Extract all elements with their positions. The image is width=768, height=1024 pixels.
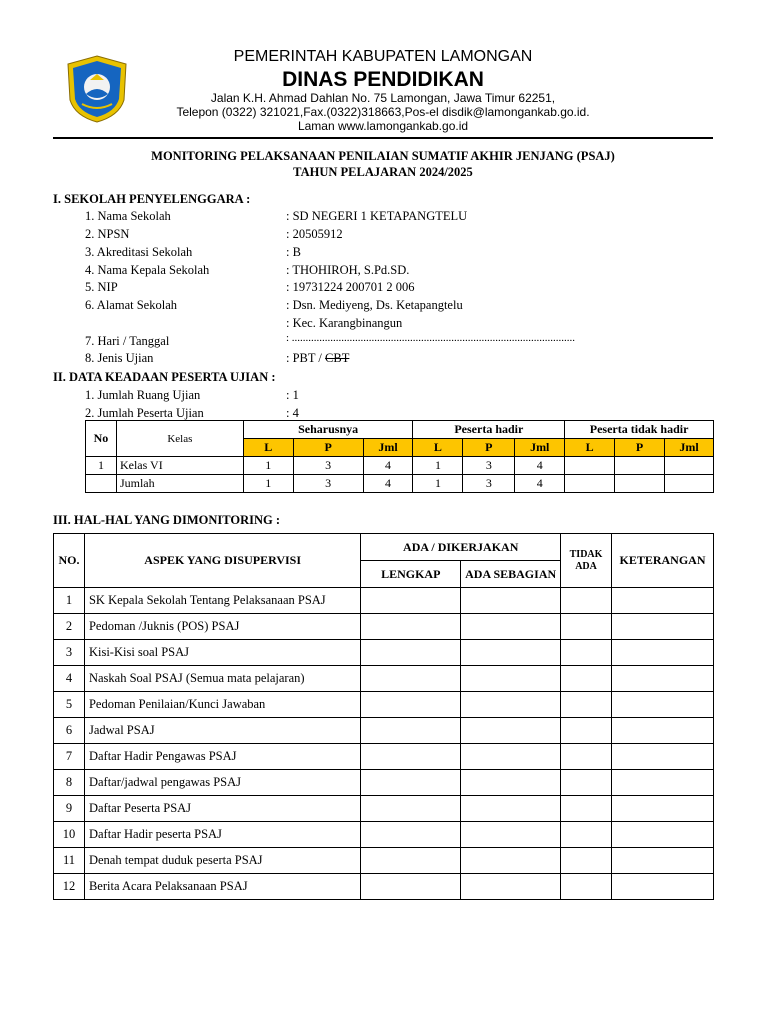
contact-line: Telepon (0322) 321021,Fax.(0322)318663,Pos-el disdik@lamongankab.go.id.	[176, 105, 590, 119]
keterangan-cell[interactable]	[612, 822, 714, 848]
tidak-ada-cell[interactable]	[561, 822, 612, 848]
sebagian-cell[interactable]	[461, 718, 561, 744]
cell[interactable]	[565, 475, 615, 493]
keterangan-cell[interactable]	[612, 692, 714, 718]
cell: 3	[293, 457, 363, 475]
cell: 4	[363, 475, 413, 493]
tidak-ada-cell[interactable]	[561, 796, 612, 822]
sebagian-cell[interactable]	[461, 588, 561, 614]
row-kelas: Jumlah	[116, 475, 243, 493]
document-subtitle: TAHUN PELAJARAN 2024/2025	[293, 165, 473, 179]
sebagian-cell[interactable]	[461, 744, 561, 770]
keterangan-cell[interactable]	[612, 796, 714, 822]
tidak-ada-cell[interactable]	[561, 848, 612, 874]
field-value: : 20505912	[286, 227, 343, 241]
field-label: 1. Jumlah Ruang Ujian	[85, 388, 201, 402]
keterangan-cell[interactable]	[612, 848, 714, 874]
tidak-ada-cell[interactable]	[561, 692, 612, 718]
table-row	[54, 718, 714, 744]
cell: 4	[363, 457, 413, 475]
sebagian-cell[interactable]	[461, 874, 561, 900]
field-value: : 1	[286, 388, 299, 402]
row-no: 5	[54, 692, 85, 718]
field-label: 6. Alamat Sekolah	[85, 298, 177, 312]
cell: 4	[515, 457, 565, 475]
sebagian-cell[interactable]	[461, 692, 561, 718]
exam-type-struck-option: CBT	[325, 351, 350, 365]
date-blank-field[interactable]: : .......................................................................................................	[286, 332, 576, 344]
header-kelas: Kelas	[116, 421, 243, 457]
header-lengkap: LENGKAP	[361, 561, 461, 588]
participant-table	[85, 420, 714, 493]
field-label: 2. NPSN	[85, 227, 130, 241]
cell: 1	[413, 475, 463, 493]
lengkap-cell[interactable]	[361, 718, 461, 744]
letterhead-divider	[53, 137, 713, 139]
header-no: NO.	[54, 534, 85, 588]
field-value: : SD NEGERI 1 KETAPANGTELU	[286, 209, 468, 223]
cell: 1	[243, 457, 293, 475]
row-no: 3	[54, 640, 85, 666]
keterangan-cell[interactable]	[612, 640, 714, 666]
field-value: : Kec. Karangbinangun	[286, 316, 403, 330]
header-sub: L	[413, 439, 463, 457]
exam-type-value	[286, 351, 349, 366]
cell[interactable]	[615, 457, 665, 475]
cell: 1	[243, 475, 293, 493]
row-no	[86, 475, 117, 493]
header-sub: P	[615, 439, 665, 457]
header-ada: ADA / DIKERJAKAN	[361, 534, 561, 561]
tidak-ada-cell[interactable]	[561, 770, 612, 796]
row-aspek: Denah tempat duduk peserta PSAJ	[84, 848, 360, 874]
field-value: : B	[286, 245, 301, 259]
keterangan-cell[interactable]	[612, 614, 714, 640]
row-no: 2	[54, 614, 85, 640]
row-no: 11	[54, 848, 85, 874]
header-tidak-ada: TIDAK ADA	[561, 534, 612, 588]
keterangan-cell[interactable]	[612, 744, 714, 770]
header-sub: L	[565, 439, 615, 457]
header-sub: P	[463, 439, 515, 457]
lengkap-cell[interactable]	[361, 796, 461, 822]
row-no: 1	[54, 588, 85, 614]
header-sub: Jml	[515, 439, 565, 457]
cell: 3	[293, 475, 363, 493]
field-label: 1. Nama Sekolah	[85, 209, 171, 223]
address-line: Jalan K.H. Ahmad Dahlan No. 75 Lamongan, Jawa Timur 62251,	[210, 91, 556, 105]
website-line: Laman www.lamongankab.go.id	[297, 119, 469, 133]
lengkap-cell[interactable]	[361, 614, 461, 640]
lamongan-regency-emblem-icon	[64, 54, 130, 124]
header-group: Peserta hadir	[413, 421, 565, 439]
keterangan-cell[interactable]	[612, 770, 714, 796]
row-no: 12	[54, 874, 85, 900]
lengkap-cell[interactable]	[361, 692, 461, 718]
field-value: : THOHIROH, S.Pd.SD.	[286, 263, 410, 277]
header-aspek: ASPEK YANG DISUPERVISI	[84, 534, 360, 588]
row-aspek: Pedoman Penilaian/Kunci Jawaban	[84, 692, 360, 718]
cell: 4	[515, 475, 565, 493]
sebagian-cell[interactable]	[461, 770, 561, 796]
table-row	[54, 614, 714, 640]
row-aspek: Daftar Peserta PSAJ	[84, 796, 360, 822]
department-name: DINAS PENDIDIKAN	[282, 68, 484, 91]
table-row	[54, 640, 714, 666]
lengkap-cell[interactable]	[361, 640, 461, 666]
tidak-ada-cell[interactable]	[561, 614, 612, 640]
row-aspek: Daftar Hadir peserta PSAJ	[84, 822, 360, 848]
sebagian-cell[interactable]	[461, 614, 561, 640]
exam-type-option: : PBT /	[286, 351, 326, 365]
row-aspek: Daftar/jadwal pengawas PSAJ	[84, 770, 360, 796]
lengkap-cell[interactable]	[361, 848, 461, 874]
header-keterangan: KETERANGAN	[612, 534, 714, 588]
sebagian-cell[interactable]	[461, 848, 561, 874]
field-label: 4. Nama Kepala Sekolah	[85, 263, 210, 277]
section-2-heading: II. DATA KEADAAN PESERTA UJIAN :	[53, 370, 276, 384]
sebagian-cell[interactable]	[461, 666, 561, 692]
tidak-ada-cell[interactable]	[561, 744, 612, 770]
header-ada-sebagian: ADA SEBAGIAN	[461, 561, 561, 588]
cell[interactable]	[565, 457, 615, 475]
lengkap-cell[interactable]	[361, 874, 461, 900]
table-row	[54, 874, 714, 900]
lengkap-cell[interactable]	[361, 770, 461, 796]
lengkap-cell[interactable]	[361, 588, 461, 614]
row-aspek: Jadwal PSAJ	[84, 718, 360, 744]
tidak-ada-cell[interactable]	[561, 666, 612, 692]
field-label: 5. NIP	[85, 280, 118, 294]
document-title: MONITORING PELAKSANAAN PENILAIAN SUMATIF AKHIR JENJANG (PSAJ)	[151, 149, 615, 163]
cell[interactable]	[665, 457, 714, 475]
row-no: 8	[54, 770, 85, 796]
row-no: 6	[54, 718, 85, 744]
table-row	[54, 848, 714, 874]
section-3-heading: III. HAL-HAL YANG DIMONITORING :	[53, 513, 281, 527]
sebagian-cell[interactable]	[461, 640, 561, 666]
row-aspek: Berita Acara Pelaksanaan PSAJ	[84, 874, 360, 900]
keterangan-cell[interactable]	[612, 718, 714, 744]
header-sub: L	[243, 439, 293, 457]
cell: 3	[463, 475, 515, 493]
row-no: 7	[54, 744, 85, 770]
table-row	[54, 796, 714, 822]
lengkap-cell[interactable]	[361, 822, 461, 848]
row-no: 4	[54, 666, 85, 692]
header-group: Seharusnya	[243, 421, 413, 439]
section-1-heading: I. SEKOLAH PENYELENGGARA :	[53, 192, 251, 206]
table-row	[54, 822, 714, 848]
monitoring-table	[53, 533, 714, 900]
field-label: 8. Jenis Ujian	[85, 351, 154, 365]
table-row	[54, 666, 714, 692]
field-label: 2. Jumlah Peserta Ujian	[85, 406, 204, 420]
header-group: Peserta tidak hadir	[565, 421, 714, 439]
cell: 1	[413, 457, 463, 475]
table-row	[54, 770, 714, 796]
row-aspek: Kisi-Kisi soal PSAJ	[84, 640, 360, 666]
header-sub: Jml	[363, 439, 413, 457]
government-name: PEMERINTAH KABUPATEN LAMONGAN	[233, 48, 533, 65]
table-row	[86, 475, 714, 493]
row-kelas: Kelas VI	[116, 457, 243, 475]
table-row	[86, 457, 714, 475]
field-value: : 19731224 200701 2 006	[286, 280, 415, 294]
row-aspek: Naskah Soal PSAJ (Semua mata pelajaran)	[84, 666, 360, 692]
cell[interactable]	[665, 475, 714, 493]
row-no: 9	[54, 796, 85, 822]
keterangan-cell[interactable]	[612, 588, 714, 614]
keterangan-cell[interactable]	[612, 666, 714, 692]
tidak-ada-cell[interactable]	[561, 588, 612, 614]
row-aspek: Daftar Hadir Pengawas PSAJ	[84, 744, 360, 770]
field-label: 3. Akreditasi Sekolah	[85, 245, 193, 259]
field-value: : Dsn. Mediyeng, Ds. Ketapangtelu	[286, 298, 463, 312]
field-label: 7. Hari / Tanggal	[85, 334, 170, 348]
field-value: : 4	[286, 406, 299, 420]
tidak-ada-cell[interactable]	[561, 718, 612, 744]
cell[interactable]	[615, 475, 665, 493]
row-no: 10	[54, 822, 85, 848]
table-row	[54, 692, 714, 718]
lengkap-cell[interactable]	[361, 744, 461, 770]
header-sub: Jml	[665, 439, 714, 457]
sebagian-cell[interactable]	[461, 796, 561, 822]
tidak-ada-cell[interactable]	[561, 640, 612, 666]
cell: 3	[463, 457, 515, 475]
keterangan-cell[interactable]	[612, 874, 714, 900]
row-no: 1	[86, 457, 117, 475]
table-row	[54, 588, 714, 614]
lengkap-cell[interactable]	[361, 666, 461, 692]
header-no: No	[86, 421, 117, 457]
row-aspek: Pedoman /Juknis (POS) PSAJ	[84, 614, 360, 640]
row-aspek: SK Kepala Sekolah Tentang Pelaksanaan PSAJ	[84, 588, 360, 614]
tidak-ada-cell[interactable]	[561, 874, 612, 900]
header-sub: P	[293, 439, 363, 457]
table-row	[54, 744, 714, 770]
sebagian-cell[interactable]	[461, 822, 561, 848]
